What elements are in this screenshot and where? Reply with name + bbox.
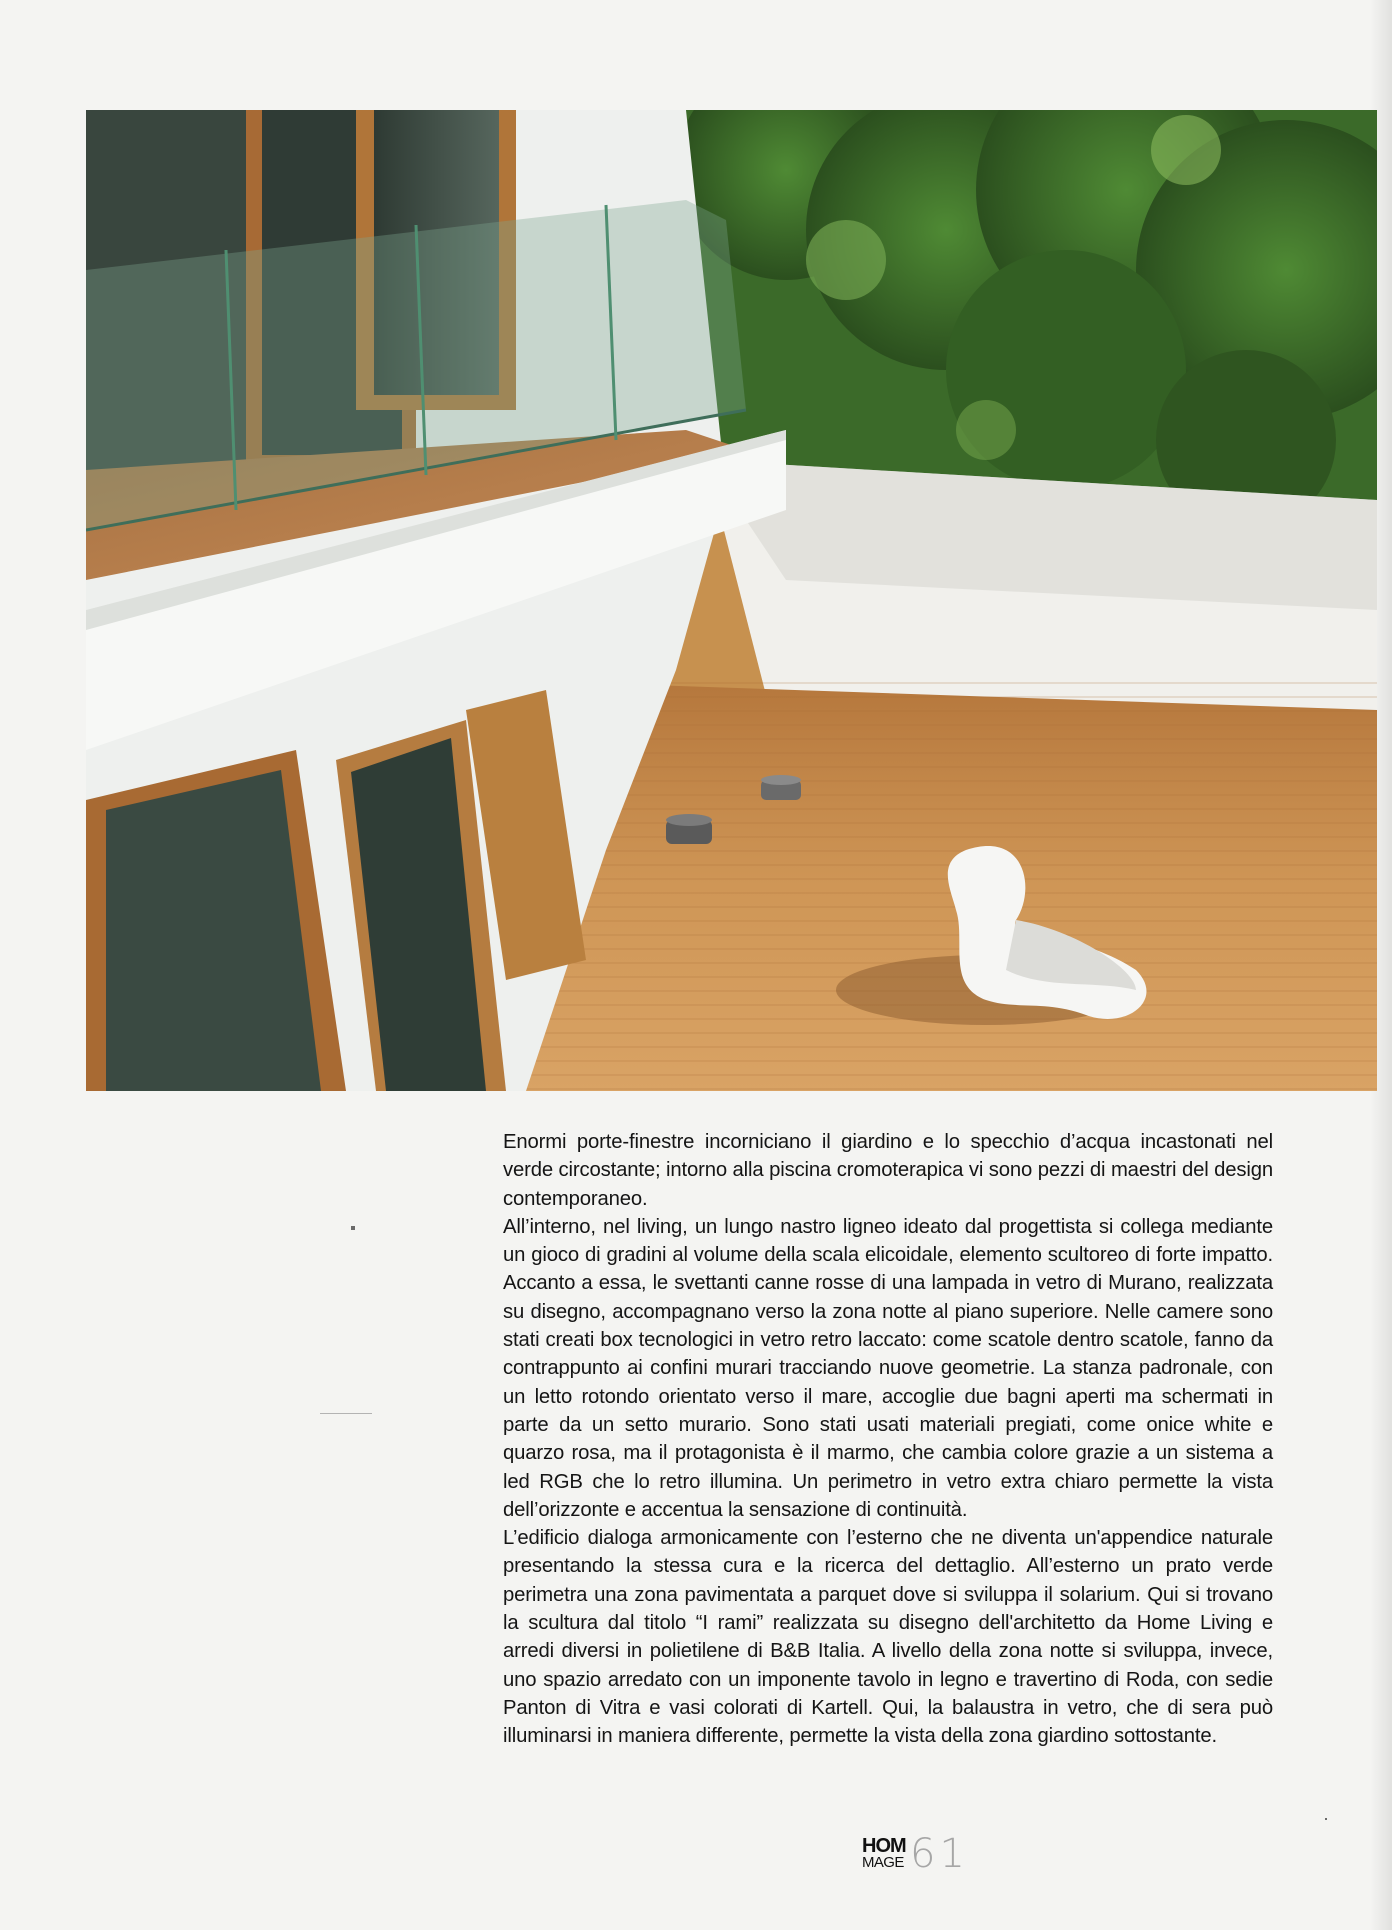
magazine-logo-line1: HOM (862, 1835, 906, 1857)
foliage-highlight (956, 400, 1016, 460)
print-speck (320, 1413, 372, 1414)
deck-light-top (666, 814, 712, 826)
foliage-highlight (1151, 115, 1221, 185)
terrace-photo (86, 110, 1377, 1091)
article-paragraph: All’interno, nel living, un lungo nastro ligneo ideato dal progettista si collega mediante un gioco di gradini al volume della scala elicoidale, elemento scultoreo di forte impatto. Accanto a essa, le svettanti canne rosse di una lampada in vetro di Murano, realizzata su disegno, accompagnano verso la zona notte al piano superiore. Nelle camere sono stati creati box tecnologici in vetro retro laccato: come scatole dentro scatole, fanno da contrappunto ai confini murari tracciando nuove geometrie. La stanza padronale, con un letto rotondo orientato verso il mare, accoglie due bagni aperti ma schermati in parte da un setto murario. Sono stati usati materiali pregiati, come onice white e quarzo rosa, ma il protagonista è il marmo, che cambia colore grazie a un sistema a led RGB che lo retro illumina. Un perimetro in vetro extra chiaro permette la vista dell’orizzonte e accentua la sensazione di continuità. (503, 1215, 1273, 1521)
print-speck (351, 1226, 355, 1230)
foliage-highlight (806, 220, 886, 300)
page-folio (862, 1831, 1012, 1884)
deck-light-top (761, 775, 801, 785)
print-speck (1325, 1818, 1327, 1820)
page-number: 61 (910, 1831, 969, 1877)
article-body (503, 1128, 1273, 1751)
article-paragraph: Enormi porte-finestre incorniciano il giardino e lo specchio d’acqua incastonati nel verde circostante; intorno alla piscina cromoterapica vi sono pezzi di maestri del design contemporaneo. (503, 1131, 1273, 1210)
magazine-logo-line2: MAGE (862, 1854, 904, 1871)
article-paragraph: L’edificio dialoga armonicamente con l’esterno che ne diventa un'appendice naturale presentando la stessa cura e la ricerca del dettaglio. All’esterno un prato verde perimetra una zona pavimentata a parquet dove si sviluppa il solarium. Qui si trovano la scultura dal titolo “I rami” realizzata su disegno dell'architetto da Home Living e arredi diversi in polietilene di B&B Italia. A livello della zona notte si sviluppa, invece, uno spazio arredato con un imponente tavolo in legno e travertino di Roda, con sedie Panton di Vitra e vasi colorati di Kartell. Qui, la balaustra in vetro, che di sera può illuminarsi in maniera differente, permette la vista della zona giardino sottostante. (503, 1527, 1273, 1748)
